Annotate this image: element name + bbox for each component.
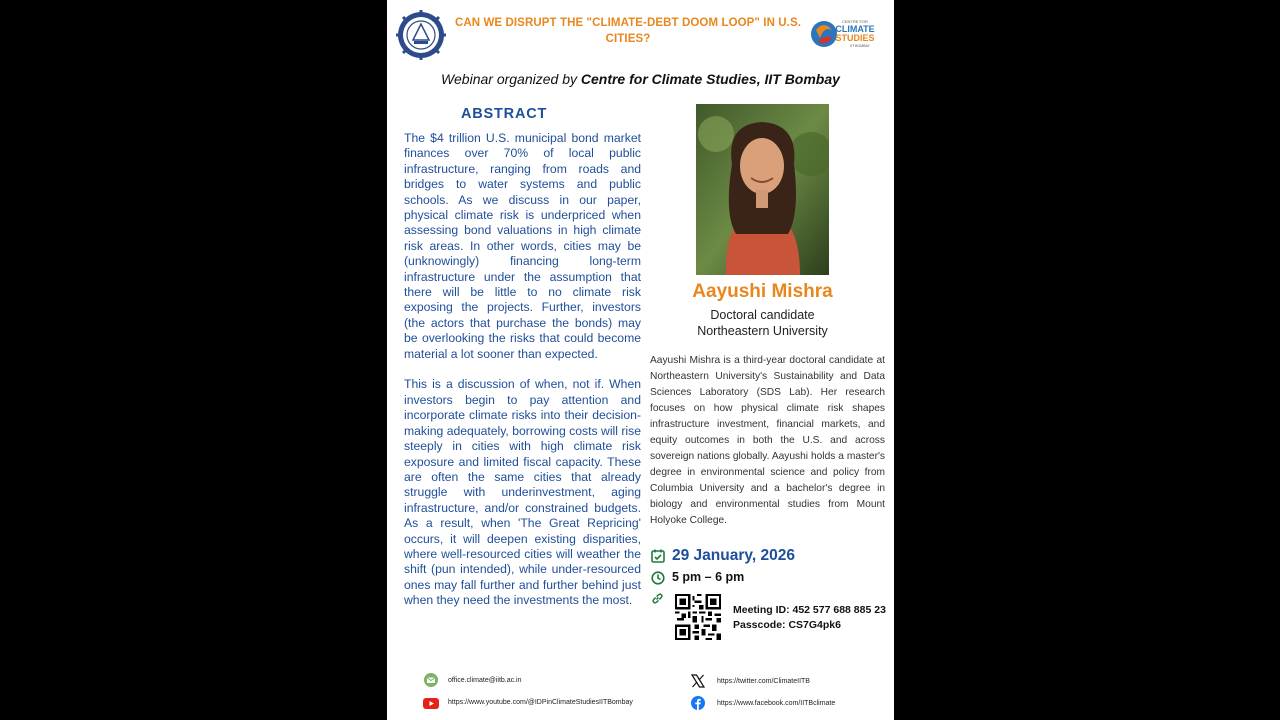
link-icon[interactable] (651, 592, 664, 605)
meeting-details (733, 603, 886, 633)
speaker-bio: Aayushi Mishra is a third-year doctoral candidate at Northeastern University's Sustainability and Data Sciences Laboratory (SDS Lab). Her research focuses on how physical climate risk shapes infrastructure investment, financial markets, and equity outcomes in both the U.S. and across sovereign nations globally. Aayushi holds a master's degree in environmental science and policy from Columbia University and a bachelor's degree in biology and environmental studies from Mount Holyoke College. (650, 355, 885, 526)
organizer-prefix: Webinar organized by (441, 71, 581, 87)
iitb-emblem-logo (396, 10, 446, 60)
email-icon[interactable] (424, 673, 438, 687)
organizer-line (387, 71, 894, 87)
event-date: 29 January, 2026 (672, 547, 795, 564)
speaker-affiliation: Northeastern University (697, 324, 828, 338)
meeting-passcode: Passcode: CS7G4pk6 (733, 619, 841, 631)
facebook-icon[interactable] (691, 696, 705, 710)
footer-youtube[interactable]: https://www.youtube.com/@IDPinClimateStudiesIITBombay (448, 699, 633, 706)
abstract-heading: ABSTRACT (461, 106, 548, 122)
speaker-name: Aayushi Mishra (692, 281, 833, 302)
webinar-title: CAN WE DISRUPT THE "CLIMATE-DEBT DOOM LOOP" IN U.S. CITIES? (454, 17, 802, 45)
abstract-body (404, 131, 641, 624)
logo-text-top: CENTRE FOR (842, 19, 868, 24)
footer-email[interactable]: office.climate@iitb.ac.in (448, 677, 522, 684)
speaker-title (649, 307, 876, 339)
clock-icon (651, 571, 665, 585)
climate-studies-logo (810, 16, 882, 52)
abstract-paragraph-1: The $4 trillion U.S. municipal bond market finances over 70% of local public infrastructure, ranging from roads and bridges to water systems and public schools. As we discuss in our paper, physical climate risk is underpriced when assessing bond valuations in high climate risk areas. In other words, cities may be (unknowingly) financing long-term infrastructure under the assumption that there will be little to no climate risk exposing the projects. Further, investors (the actors that purchase the bonds) may be overlooking the risks that could become material a lot sooner than expected. (404, 131, 641, 361)
footer-twitter[interactable]: https://twitter.com/ClimateIITB (717, 678, 810, 685)
organizer-name: Centre for Climate Studies, IIT Bombay (580, 71, 840, 87)
event-time: 5 pm – 6 pm (672, 570, 745, 584)
calendar-check-icon (651, 549, 665, 563)
abstract-paragraph-2: This is a discussion of when, not if. When investors begin to pay attention and incorporate climate risks into their decision-making adequately, borrowing costs will rise steeply in cities with high climate risk exposure and limited fiscal capacity. These are often the same cities that already struggle with underinvestment, aging infrastructure, and/or constrained budgets. As a result, when 'The Great Repricing' occurs, it will deepen existing disparities, where well-resourced cities will weather the shift (pun intended), while under-resourced ones may fall further and further behind just when they need the investments the most. (404, 377, 641, 608)
qr-code[interactable] (675, 594, 721, 640)
logo-text-climate: CLIMATE (835, 24, 875, 34)
speaker-photo (696, 104, 829, 275)
meeting-id: Meeting ID: 452 577 688 885 23 (733, 604, 886, 616)
webinar-poster (387, 0, 894, 720)
footer-facebook[interactable]: https://www.facebook.com/IITBclimate (717, 700, 836, 707)
speaker-role: Doctoral candidate (710, 308, 815, 322)
x-twitter-icon[interactable] (691, 674, 705, 688)
logo-text-bottom: IIT BOMBAY (850, 44, 870, 48)
logo-text-studies: STUDIES (835, 33, 875, 43)
youtube-icon[interactable] (423, 696, 439, 710)
